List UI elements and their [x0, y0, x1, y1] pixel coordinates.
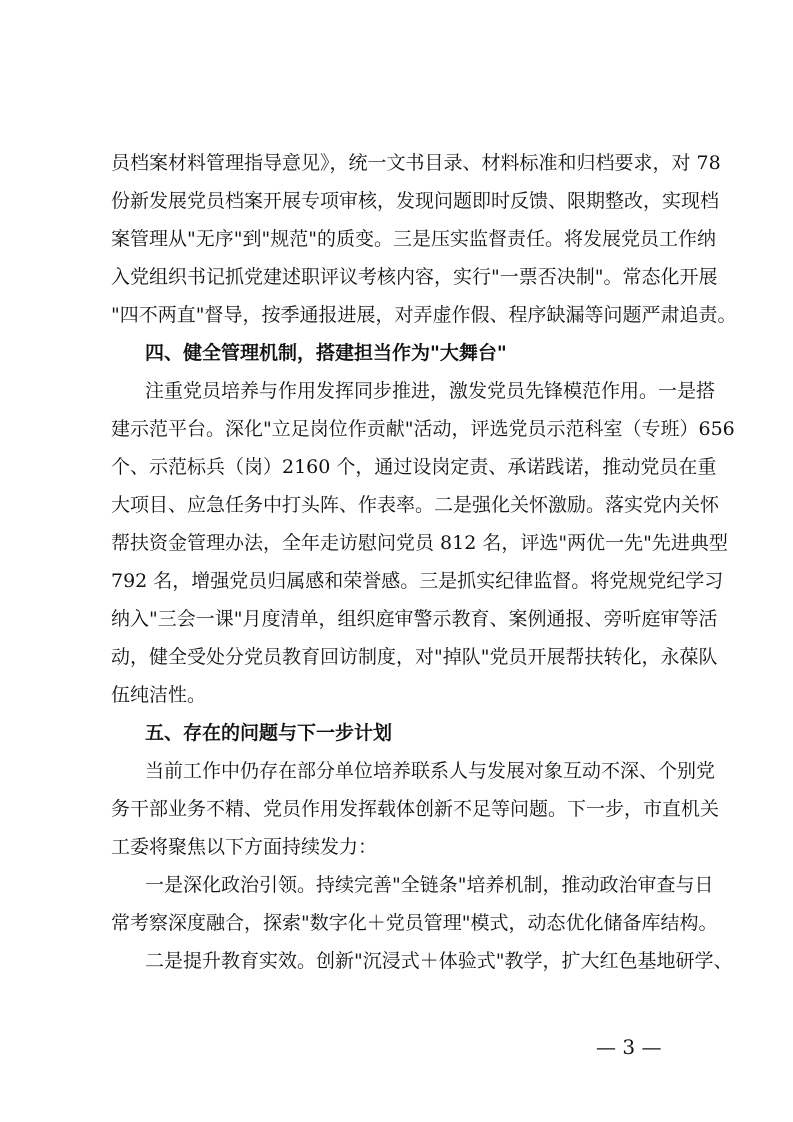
body-line: 帮扶资金管理办法，全年走访慰问党员 812 名，评选"两优一先"先进典型: [111, 532, 728, 554]
body-line: 伍纯洁性。: [111, 684, 207, 706]
body-line: 纳入"三会一课"月度清单，组织庭审警示教育、案例通报、旁听庭审等活: [111, 608, 718, 630]
body-line: 当前工作中仍存在部分单位培养联系人与发展对象互动不深、个别党: [145, 760, 716, 782]
body-line: 二是提升教育实效。创新"沉浸式＋体验式"教学，扩大红色基地研学、: [145, 950, 733, 972]
body-line: 常考察深度融合，探索"数字化＋党员管理"模式，动态优化储备库结构。: [111, 912, 718, 934]
body-line: 个、示范标兵（岗）2160 个，通过设岗定责、承诺践诺，推动党员在重: [111, 456, 717, 478]
body-line: 务干部业务不精、党员作用发挥载体创新不足等问题。下一步，市直机关: [111, 798, 720, 820]
body-line: 注重党员培养与作用发挥同步推进，激发党员先锋模范作用。一是搭: [145, 380, 716, 402]
body-line: 建示范平台。深化"立足岗位作贡献"活动，评选党员示范科室（专班）656: [111, 418, 735, 440]
body-line: 案管理从"无序"到"规范"的质变。三是压实监督责任。将发展党员工作纳: [111, 228, 716, 250]
body-line: 工委将聚焦以下方面持续发力：: [111, 836, 378, 858]
body-line: 792 名，增强党员归属感和荣誉感。三是抓实纪律监督。将党规党纪学习: [111, 570, 724, 592]
body-line: "四不两直"督导，按季通报进展，对弄虚作假、程序缺漏等问题严肃追责。: [111, 304, 737, 326]
section-heading: 五、存在的问题与下一步计划: [145, 722, 393, 744]
body-line: 大项目、应急任务中打头阵、作表率。二是强化关怀激励。落实党内关怀: [111, 494, 720, 516]
body-line: 份新发展党员档案开展专项审核，发现问题即时反馈、限期整改，实现档: [111, 190, 720, 212]
section-heading: 四、健全管理机制，搭建担当作为"大舞台": [145, 342, 507, 364]
body-line: 员档案材料管理指导意见》，统一文书目录、材料标准和归档要求，对 78: [111, 152, 721, 174]
body-line: 动，健全受处分党员教育回访制度，对"掉队"党员开展帮扶转化，永葆队: [111, 646, 718, 668]
body-line: 入党组织书记抓党建述职评议考核内容，实行"一票否决制"。常态化开展: [111, 266, 718, 288]
page-number: — 3 —: [596, 1035, 662, 1059]
body-line: 一是深化政治引领。持续完善"全链条"培养机制，推动政治审查与日: [145, 874, 714, 896]
